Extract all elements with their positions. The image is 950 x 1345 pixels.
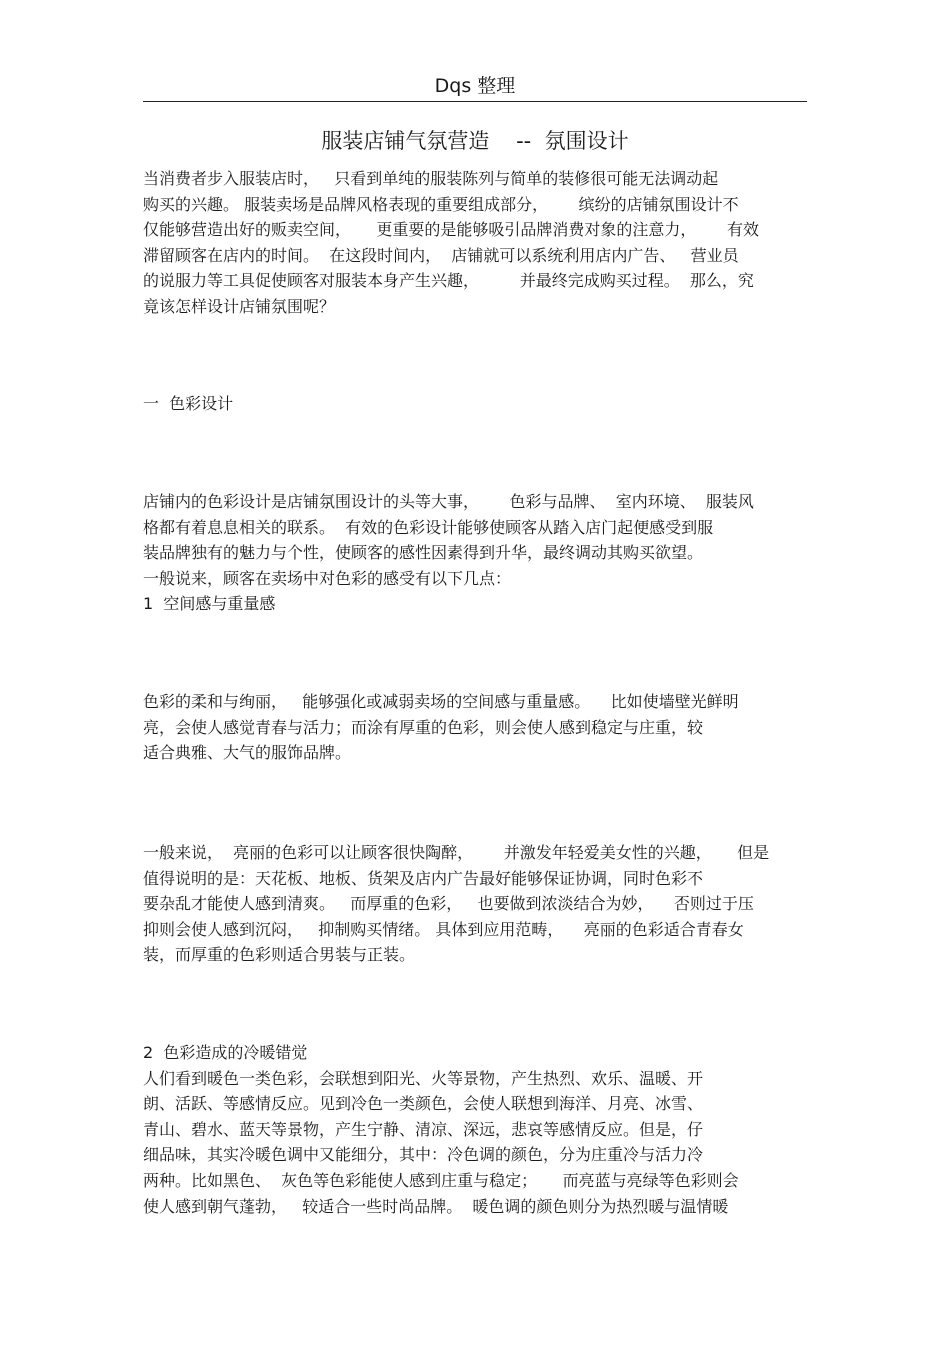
text-line: 竟该怎样设计店铺氛围呢？ [143, 296, 336, 316]
document-title: 服装店铺气氛营造 -- 氛围设计 [321, 129, 629, 153]
text-line: 购买的兴趣。 服装卖场是品牌风格表现的重要组成部分， 缤纷的店铺氛围设计不 [143, 194, 739, 214]
header-divider [143, 101, 807, 102]
text-line: 装，而厚重的色彩则适合男装与正装。 [143, 945, 416, 965]
text-line: 滞留顾客在店内的时间。 在这段时间内， 店铺就可以系统利用店内广告、 营业员 [143, 245, 739, 265]
text-line: 一般说来，顾客在卖场中对色彩的感受有以下几点： [143, 568, 512, 588]
text-line: 人们看到暖色一类色彩，会联想到阳光、火等景物，产生热烈、欢乐、温暖、开 [143, 1068, 704, 1088]
text-line: 格都有着息息相关的联系。 有效的色彩设计能够使顾客从踏入店门起便感受到服 [143, 517, 714, 537]
text-line: 青山、碧水、蓝天等景物，产生宁静、清凉、深远，悲哀等感情反应。但是，仔 [143, 1119, 704, 1139]
subsection-heading: 1 空间感与重量感 [143, 594, 276, 614]
warm-cool-section [143, 1040, 807, 1219]
bright-colors-paragraph [143, 840, 807, 968]
space-weight-paragraph [143, 689, 807, 766]
text-line: 要杂乱才能使人感到清爽。 而厚重的色彩， 也要做到浓淡结合为妙， 否则过于压 [143, 894, 754, 914]
text-line: 仅能够营造出好的贩卖空间， 更重要的是能够吸引品牌消费对象的注意力， 有效 [143, 220, 759, 240]
section-heading-color-design [143, 391, 807, 417]
text-line: 细品味，其实冷暖色调中又能细分，其中：冷色调的颜色，分为庄重冷与活力冷 [143, 1145, 704, 1165]
text-line: 当消费者步入服装店时， 只看到单纯的服装陈列与简单的装修很可能无法调动起 [143, 169, 719, 188]
intro-paragraph [143, 166, 807, 320]
page-header: Dqs 整理 [434, 75, 516, 97]
text-line: 店铺内的色彩设计是店铺氛围设计的头等大事， 色彩与品牌、 室内环境、 服装风 [143, 492, 754, 511]
text-line: 色彩的柔和与绚丽， 能够强化或减弱卖场的空间感与重量感。 比如使墙壁光鲜明 [143, 692, 739, 711]
text-line: 一般来说， 亮丽的色彩可以让顾客很快陶醉， 并激发年轻爱美女性的兴趣， 但是 [143, 843, 770, 862]
section-heading: 一 色彩设计 [143, 394, 234, 413]
text-line: 抑则会使人感到沉闷， 抑制购买情绪。 具体到应用范畴， 亮丽的色彩适合青春女 [143, 919, 744, 939]
text-line: 亮，会使人感觉青春与活力；而涂有厚重的色彩，则会使人感到稳定与庄重，较 [143, 717, 704, 737]
text-line: 的说服力等工具促使顾客对服装本身产生兴趣， 并最终完成购买过程。 那么，究 [143, 271, 754, 291]
color-design-paragraph [143, 489, 807, 617]
text-line: 使人感到朝气蓬勃， 较适合一些时尚品牌。 暖色调的颜色则分为热烈暖与温情暖 [143, 1196, 729, 1216]
text-line: 值得说明的是：天花板、地板、货架及店内广告最好能够保证协调，同时色彩不 [143, 868, 704, 888]
text-line: 适合典雅、大气的服饰品牌。 [143, 743, 352, 763]
text-line: 装品牌独有的魅力与个性，使顾客的感性因素得到升华，最终调动其购买欲望。 [143, 543, 704, 563]
text-line: 两种。比如黑色、 灰色等色彩能使人感到庄重与稳定； 而亮蓝与亮绿等色彩则会 [143, 1170, 739, 1190]
subsection-heading: 2 色彩造成的冷暖错觉 [143, 1043, 308, 1062]
text-line: 朗、活跃、等感情反应。见到冷色一类颜色，会使人联想到海洋、月亮、冰雪、 [143, 1094, 704, 1114]
